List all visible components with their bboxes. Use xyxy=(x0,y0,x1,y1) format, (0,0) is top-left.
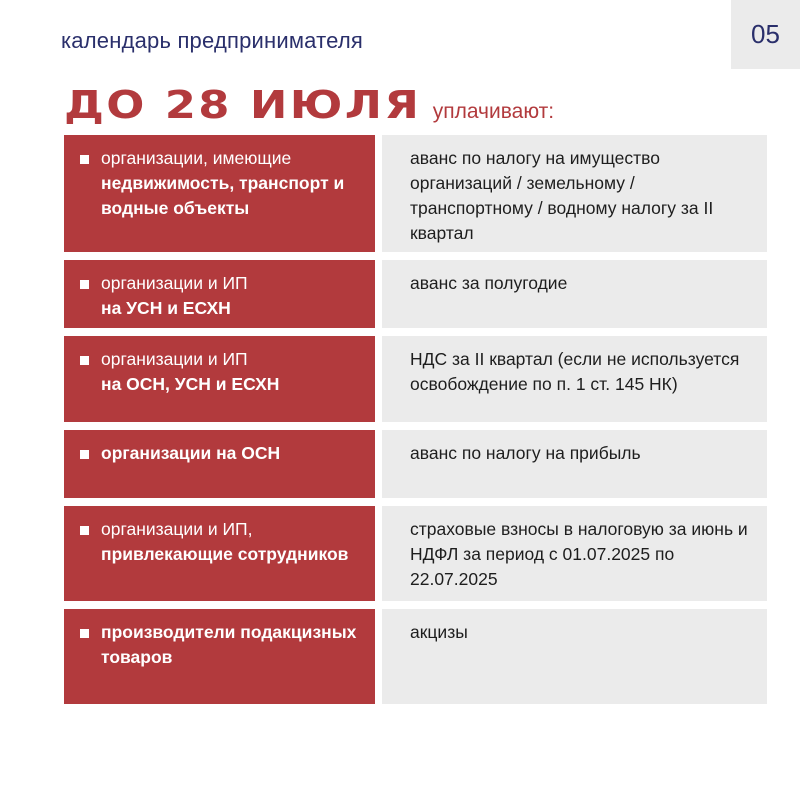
payer-cell xyxy=(64,260,375,328)
payer-regular: организации и ИП xyxy=(101,273,248,293)
payer-text xyxy=(101,271,248,321)
payer-bold: недвижимость, транспорт и водные объекты xyxy=(101,173,345,218)
bullet-icon xyxy=(80,629,89,638)
payer-cell xyxy=(64,336,375,422)
payer-regular: организации, имеющие xyxy=(101,148,292,168)
table-row xyxy=(64,506,767,601)
table-row xyxy=(64,260,767,328)
payer-bold: привлекающие сотрудников xyxy=(101,544,349,564)
bullet-icon xyxy=(80,450,89,459)
payer-bold: на УСН и ЕСХН xyxy=(101,298,231,318)
bullet-icon xyxy=(80,356,89,365)
table-row xyxy=(64,336,767,422)
page-number-box xyxy=(731,0,800,69)
headline-subtitle: уплачивают: xyxy=(432,100,555,123)
payment-cell: аванс по налогу на имущество организаций / земельному / транспортному / водному налогу за II квартал xyxy=(382,135,767,252)
payer-text xyxy=(101,517,348,567)
payer-cell xyxy=(64,430,375,498)
payer-bold: производители подакцизных товаров xyxy=(101,622,357,667)
payer-regular: организации и ИП xyxy=(101,349,248,369)
page-number: 05 xyxy=(751,19,780,49)
payer-text xyxy=(101,441,280,466)
payer-text xyxy=(101,620,365,670)
payment-cell: аванс по налогу на прибыль xyxy=(382,430,767,498)
payer-text xyxy=(101,146,365,221)
bullet-icon xyxy=(80,526,89,535)
payment-cell: аванс за полугодие xyxy=(382,260,767,328)
schedule-table xyxy=(64,135,767,712)
bullet-icon xyxy=(80,155,89,164)
deadline-date: ДО 28 ИЮЛЯ xyxy=(64,83,422,127)
payer-cell xyxy=(64,506,375,601)
table-row xyxy=(64,135,767,252)
table-row xyxy=(64,609,767,704)
payment-cell: акцизы xyxy=(382,609,767,704)
payer-text xyxy=(101,347,279,397)
table-row xyxy=(64,430,767,498)
payer-cell xyxy=(64,135,375,252)
headline xyxy=(64,83,555,127)
payment-cell: страховые взносы в налоговую за июнь и НДФЛ за период с 01.07.2025 по 22.07.2025 xyxy=(382,506,767,601)
payer-regular: организации и ИП, xyxy=(101,519,253,539)
payer-bold: на ОСН, УСН и ЕСХН xyxy=(101,374,280,394)
payer-cell xyxy=(64,609,375,704)
payer-bold: организации на ОСН xyxy=(101,443,281,463)
payment-cell: НДС за II квартал (если не используется освобождение по п. 1 ст. 145 НК) xyxy=(382,336,767,422)
bullet-icon xyxy=(80,280,89,289)
header-title: календарь предпринимателя xyxy=(61,28,364,53)
